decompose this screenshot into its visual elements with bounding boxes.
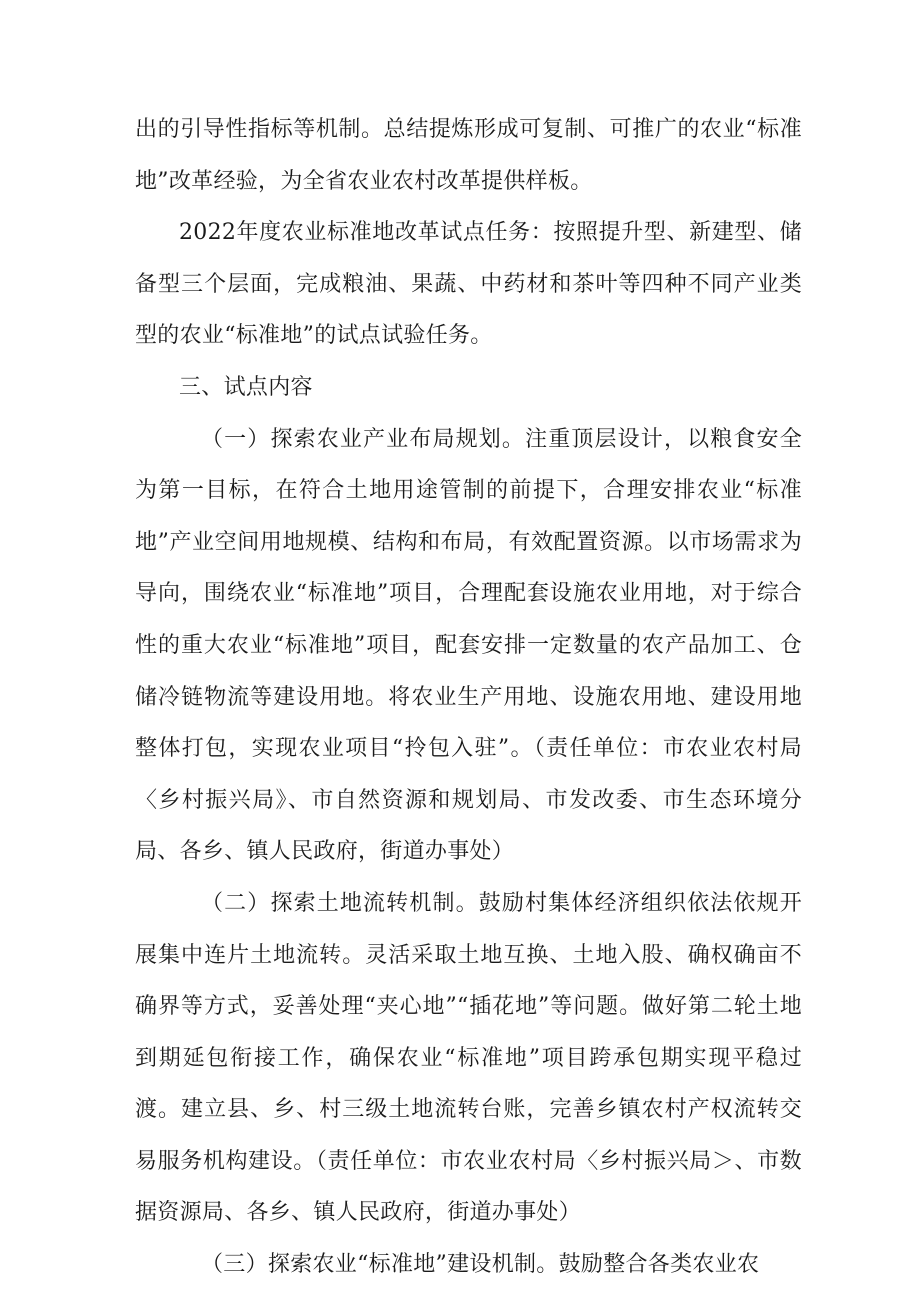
section-heading-trial-content: 三、试点内容 (179, 374, 313, 400)
paragraph-2022-tasks: 2022年度农业标准地改革试点任务：按照提升型、新建型、储备型三个层面，完成粮油、果蔬、中药材和茶叶等四种不同产业类型的农业“标准地”的试点试验任务。 (135, 220, 802, 349)
paragraph-item-3-construction: （三）探索农业“标准地”建设机制。鼓励整合各类农业农 (201, 1252, 760, 1278)
paragraph-item-1-industry-layout: （一）探索农业产业布局规划。注重顶层设计，以粮食安全为第一目标，在符合土地用途管制的前提下，合理安排农业“标准地”产业空间用地规模、结构和布局，有效配置资源。以市场需求为导向，围绕农业“标准地”项目，合理配套设施农业用地，对于综合性的重大农业“标准地”项目，配套安排一定数量的农产品加工、仓储冷链物流等建设用地。将农业生产用地、设施农用地、建设用地整体打包，实现农业项目“拎包入驻”。（责任单位：市农业农村局〈乡村振兴局》、市自然资源和规划局、市发改委、市生态环境分局、各乡、镇人民政府，街道办事处） (135, 426, 802, 865)
paragraph-item-2-land-transfer: （二）探索土地流转机制。鼓励村集体经济组织依法依规开展集中连片土地流转。灵活采取土地互换、土地入股、确权确亩不确界等方式，妥善处理“夹心地”“插花地”等问题。做好第二轮土地到期延包衔接工作，确保农业“标准地”项目跨承包期实现平稳过渡。建立县、乡、村三级土地流转台账，完善乡镇农村产权流转交易服务机构建设。（责任单位：市农业农村局〈乡村振兴局＞、市数据资源局、各乡、镇人民政府，街道办事处） (135, 890, 802, 1226)
paragraph-continuation: 出的引导性指标等机制。总结提炼形成可复制、可推广的农业“标准地”改革经验，为全省农业农村改革提供样板。 (135, 117, 802, 194)
